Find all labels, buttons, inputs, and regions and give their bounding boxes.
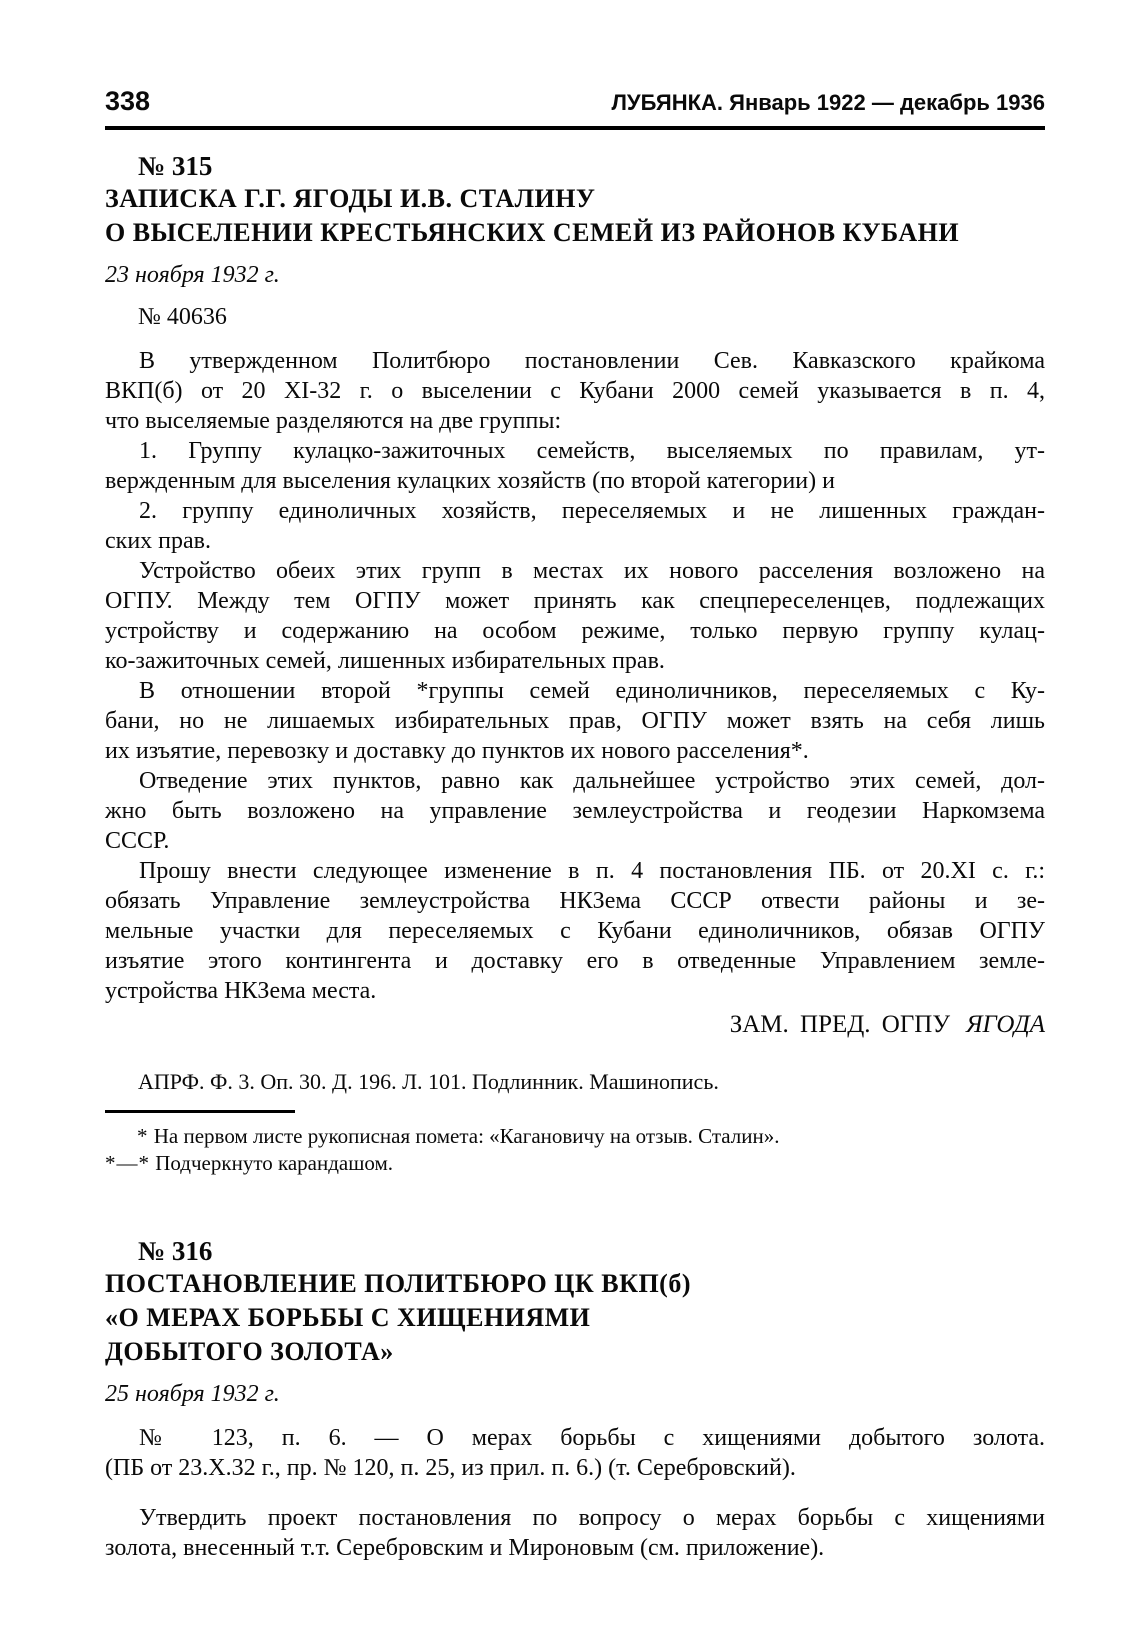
- paragraph: [105, 676, 1045, 766]
- text-line: их изъятие, перевозку и доставку до пунктов их нового расселения*.: [105, 738, 809, 764]
- text-line: Утвердить проект постановления по вопросу о мерах борьбы с хищениями: [139, 1505, 1045, 1531]
- document-body: [105, 1423, 1045, 1563]
- document-body: [105, 346, 1045, 1006]
- text-line: устройства НКЗема места.: [105, 978, 377, 1004]
- title-line: «О МЕРАХ БОРЬБЫ С ХИЩЕНИЯМИ: [105, 1303, 591, 1332]
- text-line: изъятие этого контингента и доставку его в отведенные Управлением земле-: [105, 948, 1045, 974]
- text-line: Отведение этих пунктов, равно как дальнейшее устройство этих семей, дол-: [139, 768, 1045, 794]
- paragraph: [105, 346, 1045, 436]
- footnote-text: Подчеркнуто карандашом.: [150, 1151, 394, 1175]
- text-line: бани, но не лишаемых избирательных прав, ОГПУ может взять на себя лишь: [105, 708, 1045, 734]
- text-line: золота, внесенный т.т. Серебровским и Мироновым (см. приложение).: [105, 1535, 825, 1561]
- text-line: жно быть возложено на управление землеустройства и геодезии Наркомзема: [105, 798, 1045, 824]
- document-number: № 316: [138, 1236, 213, 1266]
- title-line: О ВЫСЕЛЕНИИ КРЕСТЬЯНСКИХ СЕМЕЙ ИЗ РАЙОНОВ КУБАНИ: [105, 218, 960, 247]
- paragraph: [105, 436, 1045, 496]
- paragraph: [105, 1423, 1045, 1483]
- title-line: ДОБЫТОГО ЗОЛОТА»: [105, 1337, 394, 1366]
- document-title: [105, 1267, 1045, 1369]
- text-line: Устройство обеих этих групп в местах их нового расселения возложено на: [139, 558, 1045, 584]
- document-date: 23 ноября 1932 г.: [105, 262, 280, 288]
- paragraph: [105, 856, 1045, 1006]
- text-line: мельные участки для переселяемых с Кубани единоличников, обязав ОГПУ: [105, 918, 1045, 944]
- text-line: ко-зажиточных семей, лишенных избирательных прав.: [105, 648, 665, 674]
- footnote: [105, 1123, 1045, 1150]
- running-title: ЛУБЯНКА. Январь 1922 — декабрь 1936: [611, 90, 1045, 115]
- text-line: № 123, п. 6. — О мерах борьбы с хищениями добытого золота.: [139, 1425, 1045, 1451]
- signature-name: ЯГОДА: [966, 1011, 1045, 1038]
- text-line: 1. Группу кулацко-зажиточных семейств, выселяемых по правилам, ут-: [139, 438, 1045, 464]
- text-line: В отношении второй *группы семей единоличников, переселяемых с Ку-: [139, 678, 1045, 704]
- paragraph: [105, 766, 1045, 856]
- document-number: № 315: [138, 151, 213, 181]
- footnotes: [105, 1123, 1045, 1177]
- signature-line: [105, 1010, 1045, 1040]
- footnote-marker: *—*: [105, 1151, 150, 1175]
- text-line: В утвержденном Политбюро постановлении Сев. Кавказского крайкома: [139, 348, 1045, 374]
- paragraph: [105, 556, 1045, 676]
- title-line: ЗАПИСКА Г.Г. ЯГОДЫ И.В. СТАЛИНУ: [105, 184, 596, 213]
- text-line: что выселяемые разделяются на две группы:: [105, 408, 562, 434]
- text-line: вержденным для выселения кулацких хозяйств (по второй категории) и: [105, 468, 835, 494]
- paragraph: [105, 496, 1045, 556]
- document-date: 25 ноября 1932 г.: [105, 1381, 280, 1407]
- document-title: [105, 182, 1045, 250]
- footnote-marker: *: [137, 1124, 149, 1148]
- text-line: СССР.: [105, 828, 170, 854]
- text-line: ВКП(б) от 20 XI-32 г. о выселении с Кубани 2000 семей указывается в п. 4,: [105, 378, 1045, 404]
- text-line: (ПБ от 23.X.32 г., пр. № 120, п. 25, из прил. п. 6.) (т. Серебровский).: [105, 1455, 796, 1481]
- signature-position: ЗАМ. ПРЕД. ОГПУ: [729, 1011, 951, 1038]
- text-line: Прошу внести следующее изменение в п. 4 постановления ПБ. от 20.XI с. г.:: [139, 858, 1045, 884]
- archive-reference: АПРФ. Ф. 3. Оп. 30. Д. 196. Л. 101. Подлинник. Машинопись.: [138, 1069, 719, 1094]
- paragraph: [105, 1503, 1045, 1563]
- document-316: [105, 1235, 1045, 1563]
- footnote-rule: [105, 1110, 295, 1113]
- footnote-text: На первом листе рукописная помета: «Кагановичу на отзыв. Сталин».: [148, 1124, 780, 1148]
- page-header: [105, 86, 1045, 118]
- page-number: 338: [105, 86, 151, 116]
- text-line: устройству и содержанию на особом режиме, только первую группу кулац-: [105, 618, 1045, 644]
- text-line: 2. группу единоличных хозяйств, переселяемых и не лишенных граждан-: [139, 498, 1045, 524]
- outgoing-number: № 40636: [138, 304, 227, 330]
- footnote: [105, 1150, 1045, 1177]
- text-line: обязать Управление землеустройства НКЗема СССР отвести районы и зе-: [105, 888, 1045, 914]
- text-line: ских прав.: [105, 528, 211, 554]
- title-line: ПОСТАНОВЛЕНИЕ ПОЛИТБЮРО ЦК ВКП(б): [105, 1269, 691, 1298]
- header-rule: [105, 126, 1045, 130]
- text-line: ОГПУ. Между тем ОГПУ может принять как спецпереселенцев, подлежащих: [105, 588, 1045, 614]
- document-315: [105, 150, 1045, 1177]
